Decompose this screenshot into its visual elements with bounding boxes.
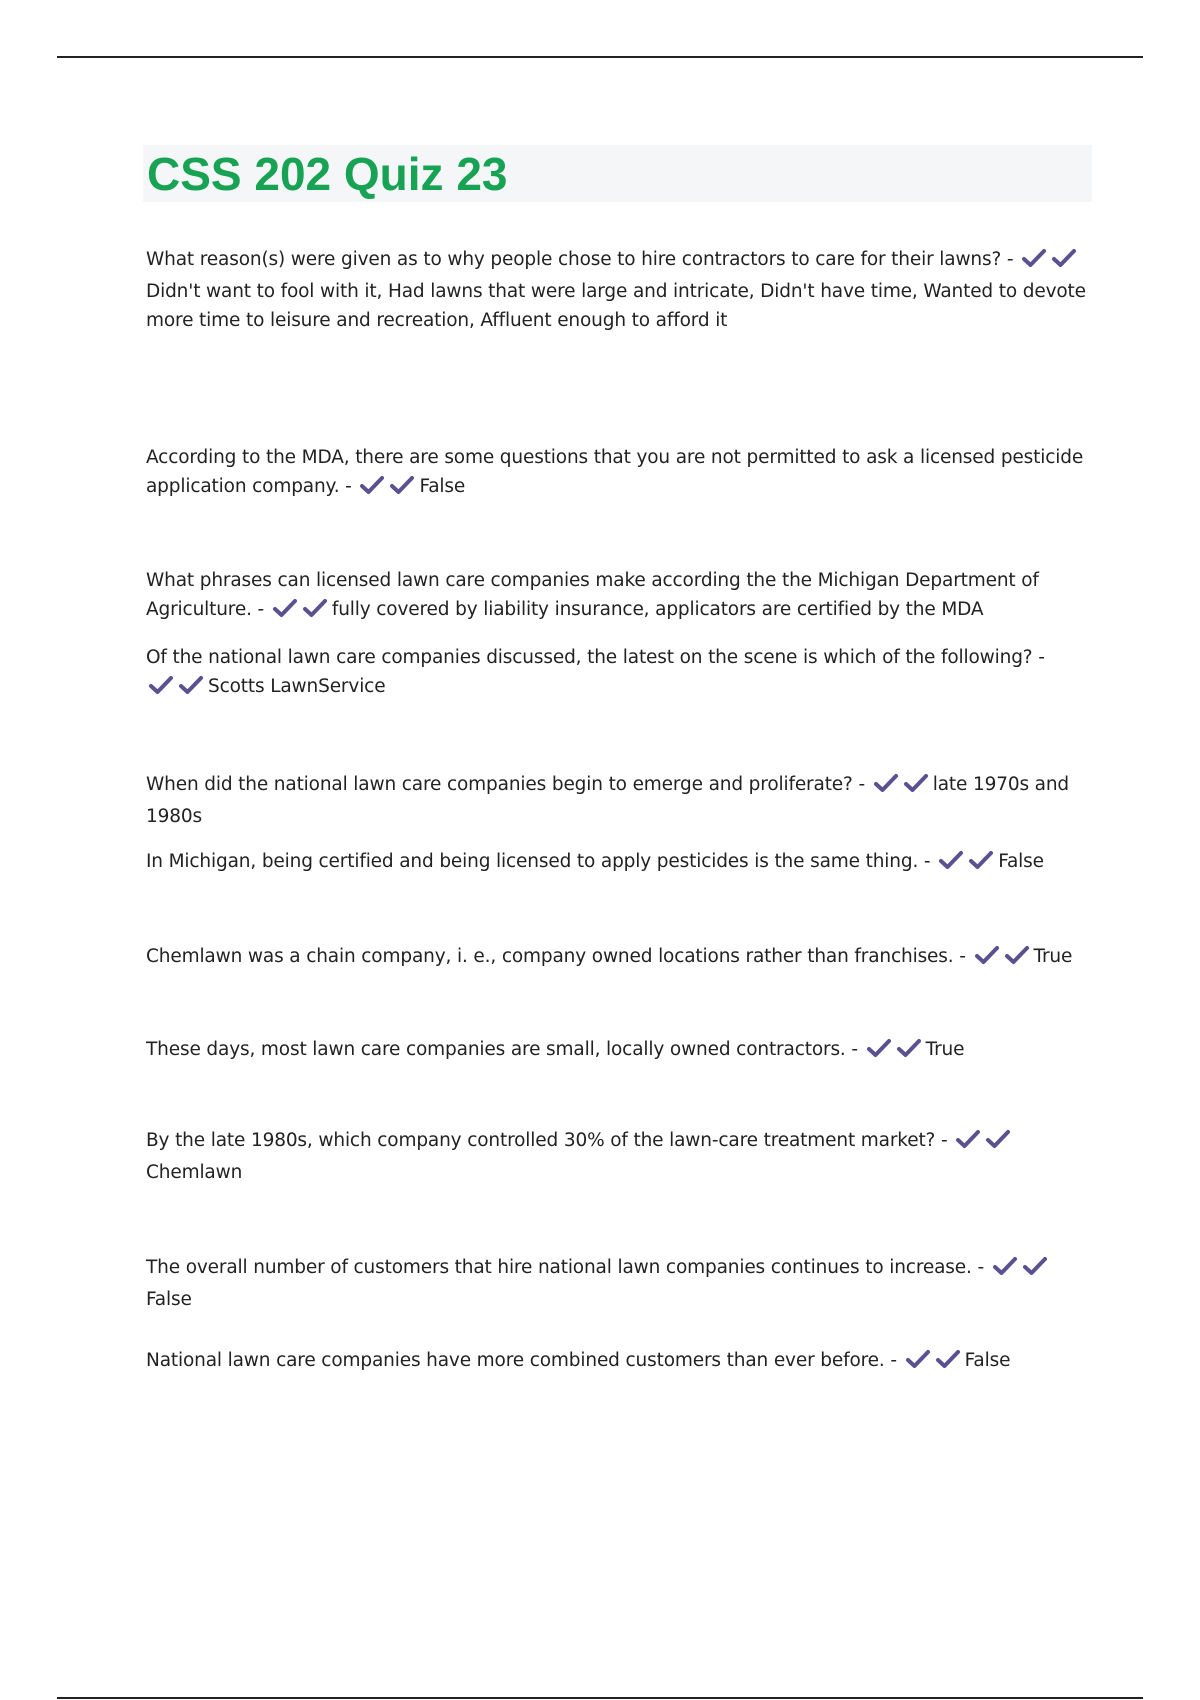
answer-checkmarks xyxy=(866,1038,922,1067)
qa-item xyxy=(146,770,1086,831)
answer-checkmarks xyxy=(974,945,1030,974)
answer-checkmarks xyxy=(148,675,204,704)
answer-text: Didn't want to fool with it, Had lawns that were large and intricate, Didn't have time, Wanted to devote more time to leisure and recreation, Affluent enough to afford it xyxy=(146,281,1086,331)
answer-text: fully covered by liability insurance, applicators are certified by the MDA xyxy=(331,599,984,620)
answer-checkmarks xyxy=(905,1349,961,1378)
separator: - xyxy=(884,1350,903,1371)
top-rule xyxy=(57,56,1143,58)
qa-item xyxy=(146,847,1086,879)
answer-checkmarks xyxy=(359,475,415,504)
check-icon xyxy=(1051,248,1077,268)
answer-text: False xyxy=(419,476,466,497)
check-icon xyxy=(974,945,1000,965)
check-icon xyxy=(1022,1256,1048,1276)
question-text: What reason(s) were given as to why people chose to hire contractors to care for their lawns? xyxy=(146,249,1002,270)
qa-item xyxy=(146,942,1086,974)
answer-checkmarks xyxy=(272,598,328,627)
check-icon xyxy=(1004,945,1030,965)
answer-text: False xyxy=(964,1350,1011,1371)
answer-checkmarks xyxy=(955,1129,1011,1158)
question-text: In Michigan, being certified and being licensed to apply pesticides is the same thing. xyxy=(146,851,919,872)
question-text: What phrases can licensed lawn care companies make according the the Michigan Department of Agriculture. xyxy=(146,570,1039,620)
answer-checkmarks xyxy=(938,850,994,879)
answer-checkmarks xyxy=(1021,248,1077,277)
check-icon xyxy=(992,1256,1018,1276)
check-icon xyxy=(178,675,204,695)
separator: - xyxy=(845,1039,864,1060)
question-text: Chemlawn was a chain company, i. e., company owned locations rather than franchises. xyxy=(146,946,954,967)
separator: - xyxy=(935,1130,954,1151)
question-text: By the late 1980s, which company controlled 30% of the lawn-care treatment market? xyxy=(146,1130,936,1151)
qa-item xyxy=(146,1346,1086,1378)
bottom-rule xyxy=(57,1697,1143,1699)
separator: - xyxy=(971,1257,990,1278)
separator: - xyxy=(1032,647,1045,668)
check-icon xyxy=(935,1349,961,1369)
question-text: Of the national lawn care companies discussed, the latest on the scene is which of the following? xyxy=(146,647,1033,668)
check-icon xyxy=(302,598,328,618)
check-icon xyxy=(955,1129,981,1149)
check-icon xyxy=(1021,248,1047,268)
check-icon xyxy=(873,773,899,793)
check-icon xyxy=(359,475,385,495)
check-icon xyxy=(985,1129,1011,1149)
title-band xyxy=(143,145,1092,202)
answer-text: False xyxy=(146,1289,192,1310)
qa-item xyxy=(146,245,1086,335)
question-text: The overall number of customers that hire national lawn companies continues to increase. xyxy=(146,1257,972,1278)
separator: - xyxy=(339,476,358,497)
answer-text: True xyxy=(925,1039,965,1060)
qa-item xyxy=(146,643,1086,704)
check-icon xyxy=(389,475,415,495)
answer-text: True xyxy=(1033,946,1073,967)
check-icon xyxy=(272,598,298,618)
check-icon xyxy=(968,850,994,870)
separator: - xyxy=(852,774,871,795)
question-text: These days, most lawn care companies are small, locally owned contractors. xyxy=(146,1039,846,1060)
check-icon xyxy=(896,1038,922,1058)
check-icon xyxy=(148,675,174,695)
check-icon xyxy=(905,1349,931,1369)
question-text: According to the MDA, there are some questions that you are not permitted to ask a licensed pesticide application company. xyxy=(146,447,1084,497)
answer-text: Scotts LawnService xyxy=(208,676,386,697)
separator: - xyxy=(953,946,972,967)
qa-item xyxy=(146,566,1086,627)
answer-checkmarks xyxy=(873,773,929,802)
question-text: National lawn care companies have more combined customers than ever before. xyxy=(146,1350,885,1371)
separator: - xyxy=(1001,249,1020,270)
answer-text: False xyxy=(998,851,1044,872)
answer-text: Chemlawn xyxy=(146,1162,243,1183)
check-icon xyxy=(866,1038,892,1058)
check-icon xyxy=(938,850,964,870)
check-icon xyxy=(903,773,929,793)
qa-item xyxy=(146,1126,1086,1187)
page-title: CSS 202 Quiz 23 xyxy=(147,148,508,200)
qa-item xyxy=(146,1253,1086,1314)
answer-text: late 1970s and 1980s xyxy=(146,774,1070,827)
question-text: When did the national lawn care companies begin to emerge and proliferate? xyxy=(146,774,853,795)
qa-item xyxy=(146,1035,1086,1067)
qa-item xyxy=(146,443,1086,504)
separator: - xyxy=(251,599,270,620)
answer-checkmarks xyxy=(992,1256,1048,1285)
separator: - xyxy=(918,851,937,872)
